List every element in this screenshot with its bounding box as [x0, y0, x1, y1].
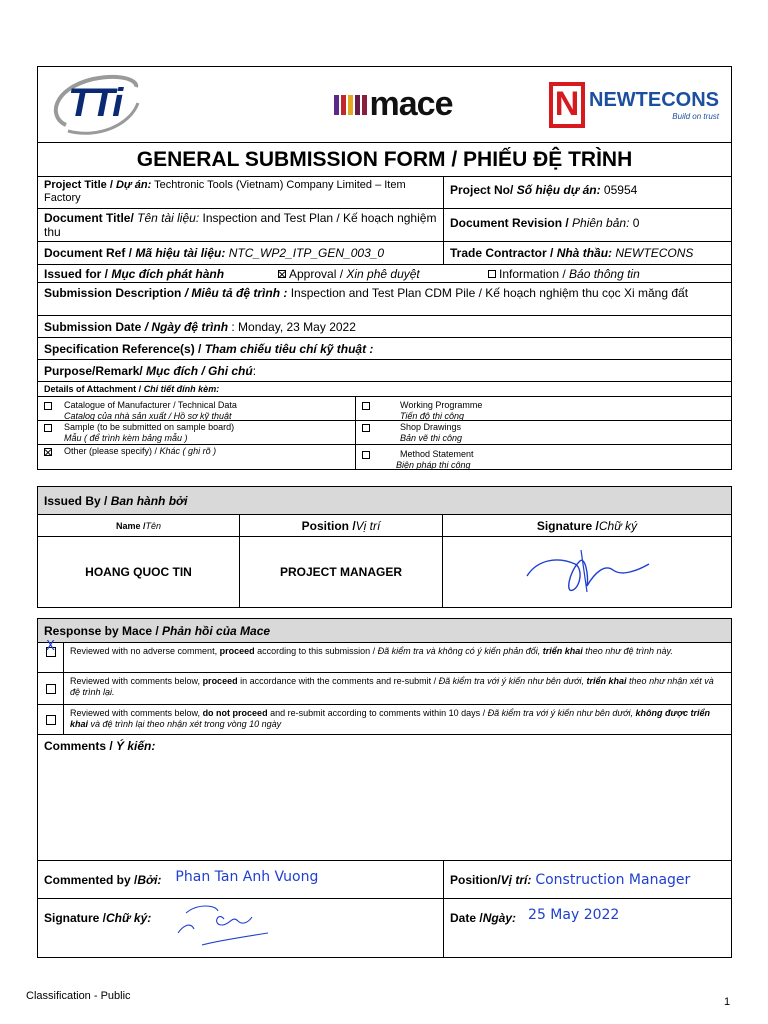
logo-row	[38, 67, 731, 143]
issued-by-header-row	[38, 487, 731, 515]
issuer-name: HOANG QUOC TIN	[38, 537, 240, 607]
specification-row	[38, 338, 731, 360]
newtecons-tagline: Build on trust	[672, 111, 719, 121]
signature-icon	[517, 542, 657, 602]
response-option-text: Reviewed with comments below, proceed in accordance with the comments and re-submit / Đã kiểm tra với ý kiến như bên dưới, triển khai theo như nhận xét và đệ trình lại.	[70, 676, 714, 697]
commenter-signature-label: Signature /	[44, 911, 107, 925]
project-no-value: 05954	[600, 183, 638, 197]
information-option[interactable]	[485, 267, 640, 281]
specification-cell	[38, 340, 379, 358]
submission-date-label-vn: / Ngày đệ trình	[144, 319, 229, 334]
document-ref-value: NTC_WP2_ITP_GEN_003_0	[225, 246, 385, 260]
issued-by-header	[38, 492, 193, 510]
comments-row[interactable]	[38, 735, 731, 861]
attachments-list	[38, 397, 731, 469]
response-option[interactable]	[38, 673, 731, 705]
commented-by-label: Commented by /	[44, 872, 138, 887]
response-option-checkbox[interactable]	[46, 684, 56, 694]
signature-icon	[172, 901, 272, 951]
commented-by-value: Phan Tan Anh Vuong	[175, 868, 319, 885]
attachment-checkbox[interactable]	[362, 402, 370, 410]
position-column-label-vn: Vị trí	[355, 518, 381, 533]
submission-description-row	[38, 283, 731, 316]
signature-column-label-vn: Chữ ký	[598, 518, 638, 533]
commenter-position-value: Construction Manager	[535, 871, 691, 888]
information-label: Information /	[499, 266, 570, 281]
issued-for-row	[38, 265, 731, 283]
issued-by-values-row	[38, 537, 731, 607]
attachment-row	[38, 445, 731, 469]
attachments-header	[38, 382, 225, 396]
attachments-header-label: Details of Attachment /	[44, 384, 144, 394]
commenter-position-label-vn: Vị trí:	[500, 872, 532, 887]
document-ref-cell	[38, 242, 444, 264]
attachment-row	[38, 421, 731, 445]
form-title-row	[38, 143, 731, 177]
document-title-cell	[38, 209, 444, 241]
submission-description-value: Inspection and Test Plan CDM Pile / Kế hoạch nghiệm thu cọc Xi măng đất	[287, 286, 689, 300]
trade-contractor-cell	[444, 244, 731, 262]
attachment-label: Working Programme	[400, 400, 483, 410]
issued-for-label: Issued for /	[44, 266, 112, 281]
issued-for-label-vn: Mục đích phát hành	[111, 266, 225, 281]
document-ref-label: Document Ref /	[44, 246, 136, 260]
attachments-header-row	[38, 382, 731, 397]
attachment-checkbox[interactable]	[44, 448, 52, 456]
position-column-label: Position /	[301, 518, 356, 533]
commenter-position-label: Position/	[450, 872, 501, 887]
response-option[interactable]	[38, 639, 731, 673]
document-title-label-vn: Tên tài liệu:	[137, 211, 200, 225]
form-title: GENERAL SUBMISSION FORM / PHIẾU ĐỆ TRÌNH	[136, 147, 633, 171]
attachment-label-vn: Bản vẽ thi công	[400, 433, 463, 443]
attachment-checkbox[interactable]	[44, 402, 52, 410]
submission-date-label: Submission Date	[44, 319, 145, 334]
purpose-label: Purpose/Remark/	[44, 363, 147, 378]
approval-option[interactable]	[275, 267, 485, 281]
issuer-position: PROJECT MANAGER	[240, 537, 443, 607]
response-header-row	[38, 619, 731, 643]
attachment-label-vn: Mẫu ( để trình kèm bảng mẫu )	[64, 433, 188, 443]
trade-contractor-value: NEWTECONS	[612, 246, 694, 260]
newtecons-logo	[549, 82, 719, 128]
attachment-item[interactable]	[356, 397, 731, 420]
response-header-label-vn: Phản hồi của Mace	[162, 623, 271, 638]
newtecons-n-icon: N	[549, 82, 585, 128]
attachment-item[interactable]	[38, 445, 356, 469]
response-option-text: Reviewed with no adverse comment, proceed according to this submission / Đã kiểm tra và không có ý kiến phản đối, triển khai theo như đệ trình này.	[70, 646, 673, 656]
document-revision-label-vn: Phiên bản:	[572, 216, 630, 230]
information-label-vn: Báo thông tin	[569, 266, 640, 281]
document-title-label: Document Title/	[44, 211, 138, 225]
response-header-label: Response by Mace /	[44, 623, 163, 638]
response-date-label-vn: Ngày:	[482, 911, 517, 925]
name-column-header	[38, 515, 240, 536]
commenter-signature-cell	[38, 899, 444, 957]
project-row	[38, 177, 731, 209]
attachment-item[interactable]	[38, 397, 356, 420]
purpose-row	[38, 360, 731, 382]
project-title-cell	[38, 177, 444, 208]
issued-by-header-label-vn: Ban hành bởi	[110, 493, 188, 508]
attachment-label-vn: Tiến độ thi công	[400, 411, 464, 421]
response-option-checkbox[interactable]	[46, 715, 56, 725]
attachment-checkbox[interactable]	[44, 424, 52, 432]
response-date-cell	[444, 899, 731, 957]
commented-by-row	[38, 861, 731, 899]
attachment-label-vn: Khác ( ghi rõ )	[159, 446, 217, 456]
trade-contractor-label: Trade Contractor /	[450, 246, 557, 260]
project-no-cell	[444, 177, 731, 208]
project-no-label: Project No/	[450, 183, 517, 197]
issued-by-section	[37, 486, 732, 608]
specification-label: Specification Reference(s) /	[44, 341, 205, 356]
submission-description-label-vn: / Miêu tả đệ trình :	[184, 286, 288, 300]
specification-label-vn: Tham chiếu tiêu chí kỹ thuật :	[204, 341, 374, 356]
project-title-label: Project Title /	[44, 179, 116, 191]
submission-form	[37, 66, 732, 470]
reference-row	[38, 242, 731, 265]
submission-date-cell	[38, 318, 362, 336]
attachment-row	[38, 397, 731, 421]
submission-description-cell	[38, 283, 694, 315]
attachment-label-vn: Catalog của nhà sản xuất / Hồ sơ kỹ thuật	[64, 411, 232, 421]
signature-column-label: Signature /	[536, 518, 599, 533]
attachment-checkbox[interactable]	[362, 424, 370, 432]
check-mark-icon: X	[46, 639, 55, 654]
issued-by-columns-row	[38, 515, 731, 537]
newtecons-logo-text: NEWTECONS	[589, 88, 719, 111]
purpose-cell	[38, 362, 262, 380]
classification-label: Classification - Public	[26, 990, 131, 1002]
response-section	[37, 618, 732, 958]
response-option-text: Reviewed with comments below, do not proceed and re-submit according to comments within 10 days / Đã kiểm tra với ý kiến như bên dưới, không được triển khai và đệ trình lại theo nhận xét trong vòng 10 ngày	[70, 708, 711, 729]
signature-column-header	[443, 519, 731, 533]
issuer-signature	[443, 537, 731, 607]
approval-checkbox[interactable]	[278, 270, 286, 278]
commenter-position-cell	[444, 861, 731, 898]
document-ref-label-vn: Mã hiệu tài liệu:	[135, 246, 226, 260]
position-column-header	[240, 515, 443, 536]
response-date-value: 25 May 2022	[528, 907, 620, 923]
document-revision-cell	[444, 209, 731, 241]
tti-logo-text: TTi	[68, 80, 122, 125]
mace-bars-icon	[334, 93, 370, 117]
trade-contractor-label-vn: Nhà thầu:	[556, 246, 613, 260]
information-checkbox[interactable]	[488, 270, 496, 278]
attachment-label: Sample (to be submitted on sample board)	[64, 422, 235, 432]
response-header	[38, 622, 276, 640]
comments-label: Comments / Ý kiến:	[44, 739, 156, 753]
attachment-label: Shop Drawings	[400, 422, 462, 432]
mace-logo-text: mace	[369, 85, 453, 123]
approval-label: Approval /	[289, 266, 347, 281]
signature-date-row	[38, 899, 731, 957]
purpose-colon: :	[252, 363, 257, 378]
document-row	[38, 209, 731, 242]
attachment-label: Other (please specify) /	[64, 446, 160, 456]
name-column-label: Name /	[115, 520, 146, 531]
purpose-label-vn: Mục đích / Ghi chú	[146, 363, 253, 378]
attachment-label: Catalogue of Manufacturer / Technical Data	[64, 400, 237, 410]
attachment-label: Method Statement	[400, 449, 474, 459]
project-no-label-vn: Số hiệu dự án:	[516, 183, 601, 197]
attachment-item[interactable]	[38, 421, 356, 444]
project-title-label-vn: Dự án:	[115, 179, 152, 191]
approval-label-vn: Xin phê duyệt	[346, 266, 420, 281]
commenter-signature-label-vn: Chữ ký:	[106, 911, 152, 925]
attachment-checkbox[interactable]	[362, 451, 370, 459]
page-number: 1	[724, 996, 731, 1008]
response-date-label: Date /	[450, 911, 483, 925]
attachment-item[interactable]	[356, 445, 731, 469]
document-title-value: Inspection and Test Plan / Kế hoạch nghiệm thu	[44, 211, 437, 239]
tti-logo	[38, 67, 158, 143]
document-revision-label: Document Revision /	[450, 216, 573, 230]
commented-by-label-vn: Bởi:	[137, 872, 162, 887]
name-column-label-vn: Tên	[145, 520, 162, 531]
issued-by-header-label: Issued By /	[44, 493, 111, 508]
attachment-label-vn: Biện pháp thi công	[396, 460, 471, 470]
project-title-value: Techtronic Tools (Vietnam) Company Limited – Item Factory	[44, 179, 406, 204]
response-option-checkbox-cell[interactable]	[38, 705, 64, 734]
response-option-checkbox-cell[interactable]	[38, 639, 64, 672]
submission-description-label: Submission Description	[44, 286, 185, 300]
document-revision-value: 0	[629, 216, 640, 230]
response-option[interactable]	[38, 705, 731, 735]
mace-logo	[278, 85, 508, 124]
submission-date-row	[38, 316, 731, 338]
response-option-checkbox-cell[interactable]	[38, 673, 64, 704]
attachments-header-label-vn: Chi tiết đính kèm:	[143, 384, 220, 394]
submission-date-value: : Monday, 23 May 2022	[228, 319, 356, 334]
commented-by-cell	[38, 861, 444, 898]
issued-for-label-cell	[38, 265, 275, 283]
attachment-item[interactable]	[356, 421, 731, 444]
